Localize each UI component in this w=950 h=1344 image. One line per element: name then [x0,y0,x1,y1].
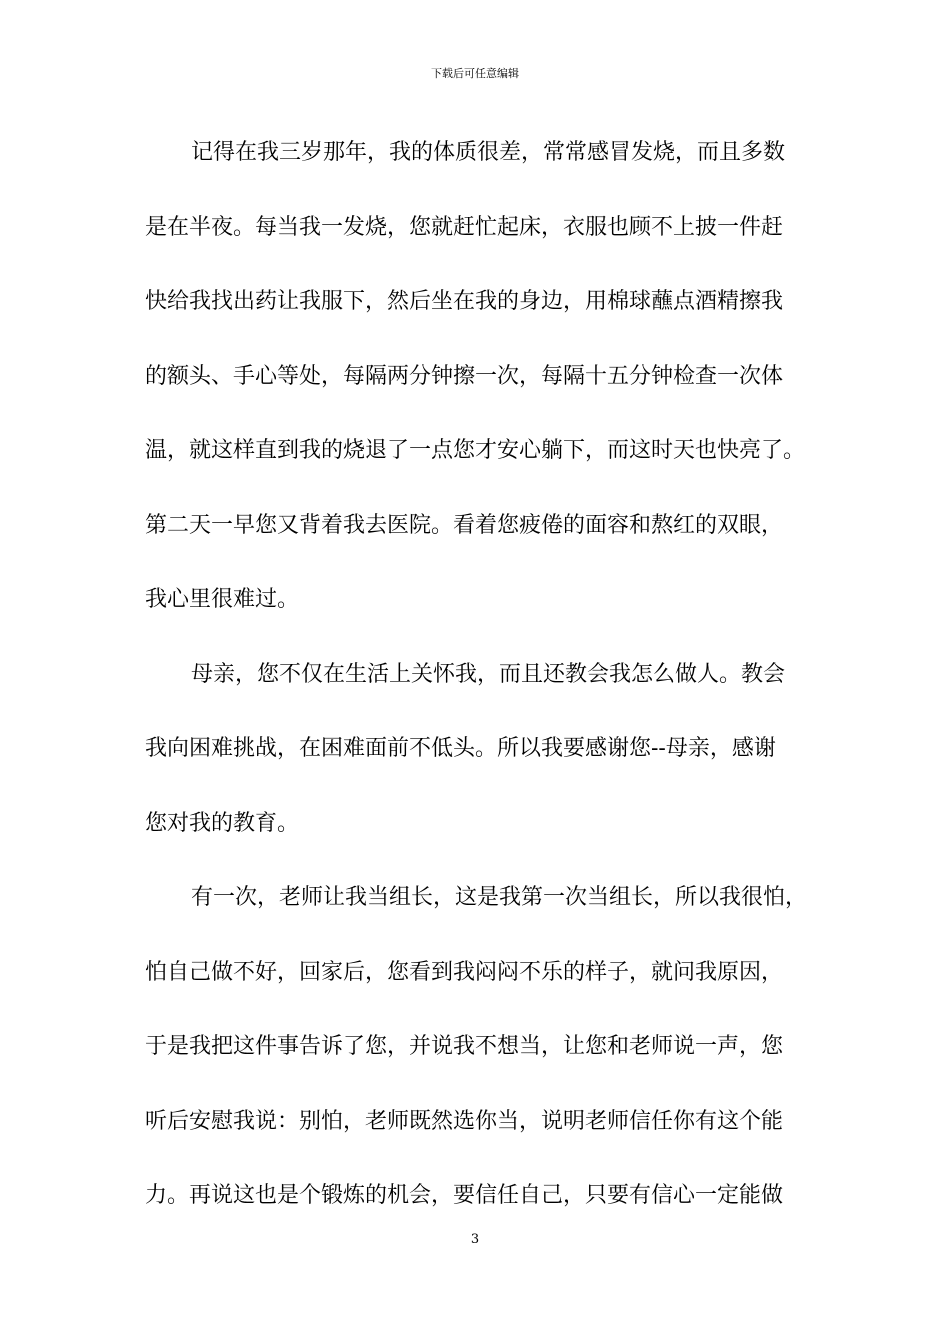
paragraph-line: 我心里很难过。 [145,587,300,612]
paragraph-line: 的额头、手心等处，每隔两分钟擦一次，每隔十五分钟检查一次体 [145,363,784,389]
paragraph-line: 力。再说这也是个锻炼的机会，要信任自己，只要有信心一定能做 [145,1183,784,1208]
page-number: 3 [470,1232,480,1247]
paragraph-line: 我向困难挑战，在困难面前不低头。所以我要感谢您--母亲，感谢 [145,736,776,761]
paragraph-line: 有一次，老师让我当组长，这是我第一次当组长，所以我很怕， [191,885,808,910]
paragraph-line: 快给我找出药让我服下，然后坐在我的身边，用棉球蘸点酒精擦我 [145,289,784,314]
paragraph-line: 怕自己做不好，回家后，您看到我闷闷不乐的样子，就问我原因， [145,959,784,985]
paragraph-line: 您对我的教育。 [145,810,300,836]
page-header: 下载后可任意编辑 [431,67,519,80]
paragraph-line: 温，就这样直到我的烧退了一点您才安心躺下，而这时天也快亮了。 [145,438,806,463]
paragraph-line: 是在半夜。每当我一发烧，您就赶忙起床，衣服也顾不上披一件赶 [145,214,784,240]
paragraph-line: 第二天一早您又背着我去医院。看着您疲倦的面容和熬红的双眼， [145,512,784,538]
paragraph-line: 母亲，您不仅在生活上关怀我，而且还教会我怎么做人。教会 [191,661,786,687]
paragraph-line: 听后安慰我说：别怕，老师既然选你当，说明老师信任你有这个能 [145,1108,784,1134]
paragraph-line: 于是我把这件事告诉了您，并说我不想当，让您和老师说一声，您 [145,1034,784,1059]
paragraph-line: 记得在我三岁那年，我的体质很差，常常感冒发烧，而且多数 [191,140,786,165]
document-body [145,131,825,1249]
